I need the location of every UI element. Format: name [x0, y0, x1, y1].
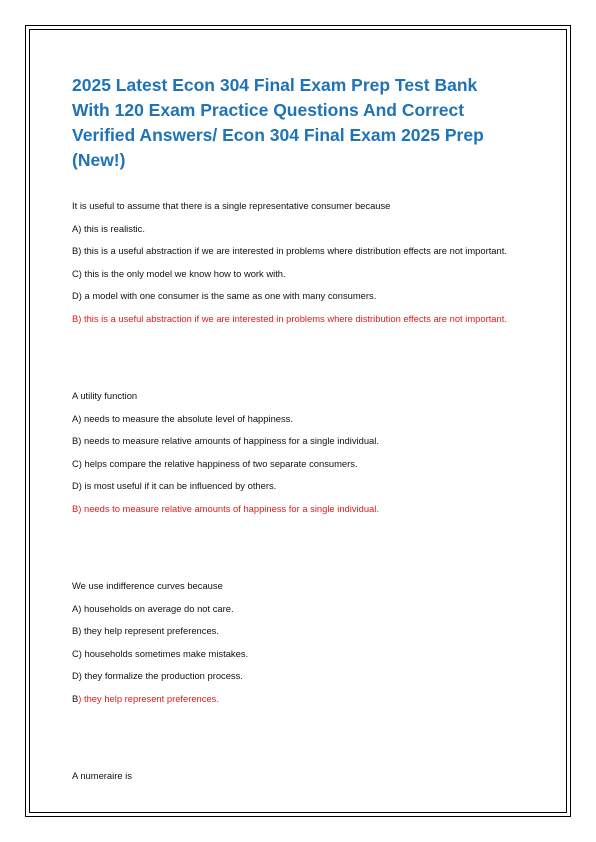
document-title: 2025 Latest Econ 304 Final Exam Prep Test Bank With 120 Exam Practice Questions And Correct Verified Answers/ Econ 304 Final Exam 2025 Prep (New!): [72, 75, 484, 170]
option-b: B) this is a useful abstraction if we are interested in problems where distribution effects are not important.: [72, 245, 507, 256]
option-d: D) a model with one consumer is the same as one with many consumers.: [72, 290, 377, 301]
option-c: C) this is the only model we know how to work with.: [72, 267, 286, 279]
question-3: [72, 579, 512, 705]
option-a: A) this is realistic.: [72, 222, 145, 234]
correct-answer: [72, 692, 512, 705]
spacer: [72, 714, 512, 769]
question-prompt: It is useful to assume that there is a single representative consumer because: [72, 200, 391, 211]
option-d: D) they formalize the production process.: [72, 670, 243, 681]
option-c: C) households sometimes make mistakes.: [72, 647, 249, 659]
document-body: [72, 72, 512, 792]
option-b: B) needs to measure relative amounts of happiness for a single individual.: [72, 435, 379, 446]
answer-text: ) they help represent preferences.: [78, 692, 219, 704]
option-b: B) they help represent preferences.: [72, 625, 219, 636]
spacer: [72, 524, 512, 579]
answer-prefix: B: [72, 692, 79, 704]
question-prompt: We use indifference curves because: [72, 580, 223, 591]
correct-answer: B) needs to measure relative amounts of happiness for a single individual.: [72, 502, 379, 514]
option-d: D) is most useful if it can be influenced by others.: [72, 480, 277, 491]
correct-answer: B) this is a useful abstraction if we are interested in problems where distribution effects are not important.: [72, 312, 507, 324]
question-1: [72, 199, 512, 325]
spacer: [72, 334, 512, 389]
option-a: A) households on average do not care.: [72, 602, 234, 614]
option-a: A) needs to measure the absolute level of happiness.: [72, 412, 293, 424]
question-4: [72, 769, 512, 782]
option-c: C) helps compare the relative happiness of two separate consumers.: [72, 457, 358, 469]
question-prompt: A utility function: [72, 390, 138, 401]
question-prompt: A numeraire is: [72, 770, 132, 781]
question-2: [72, 389, 512, 515]
